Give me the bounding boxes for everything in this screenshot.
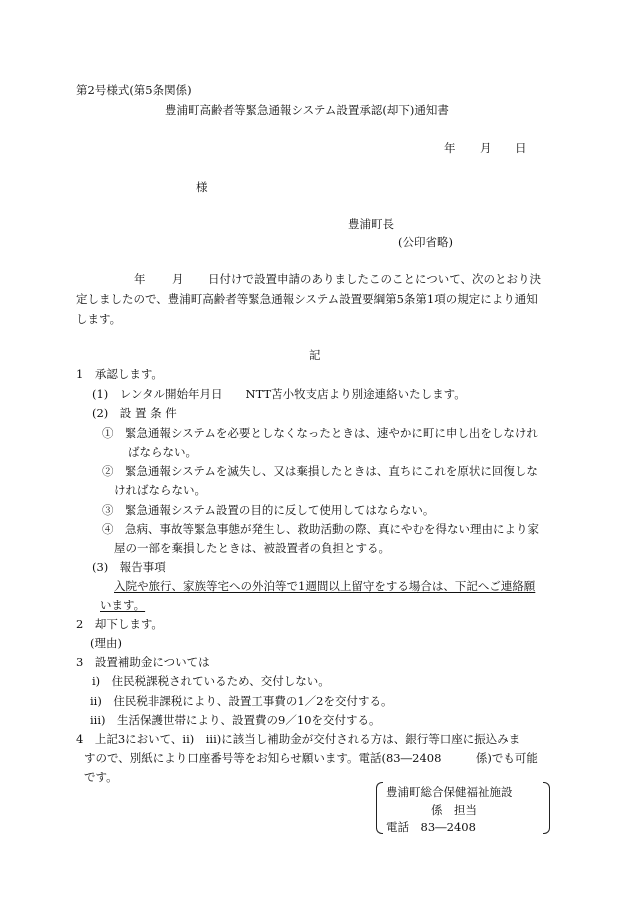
condition-4-line-b: 屋の一部を棄損したときは、被設置者の負担とする。 <box>114 541 390 555</box>
condition-1-line-b: ばならない。 <box>128 445 197 459</box>
section-4-line-c: です。 <box>84 770 118 784</box>
date-day-label: 日 <box>515 141 527 155</box>
seal-omitted-note: (公印省略) <box>398 235 453 249</box>
contact-box <box>376 782 550 834</box>
condition-1-line-a: ① 緊急通報システムを必要としなくなったときは、速やかに町に申し出をしなけれ <box>102 426 538 440</box>
date-month-label: 月 <box>480 141 492 155</box>
sender-name: 豊浦町長 <box>348 217 394 231</box>
right-bracket <box>543 782 550 834</box>
section-4-line-a: 4 上記3において、ii) iii)に該当し補助金が交付される方は、銀行等口座に振込みま <box>76 732 521 746</box>
section-1-3: (3) 報告事項 <box>92 560 166 574</box>
section-1-2: (2) 設 置 条 件 <box>92 406 177 420</box>
date-year-label: 年 <box>444 141 456 155</box>
contact-phone: 電話 83―2408 <box>386 820 476 834</box>
addressee-sama: 様 <box>196 180 208 194</box>
condition-2-line-b: ければならない。 <box>114 483 206 497</box>
subsidy-option-ii: ii) 住民税非課税により、設置工事費の1／2を交付する。 <box>90 694 393 708</box>
section-3-heading: 3 設置補助金については <box>76 655 210 669</box>
subsidy-option-iii: iii) 生活保護世帯により、設置費の9／10を交付する。 <box>90 713 381 727</box>
intro-line-1: 日付けで設置申請のありましたこのことについて、次のとおり決 <box>208 272 542 286</box>
intro-year: 年 <box>134 272 146 286</box>
left-bracket <box>376 782 383 834</box>
contact-staff: 係 担当 <box>431 803 477 817</box>
contact-organization: 豊浦町総合保健福祉施設 <box>386 785 513 799</box>
section-2-heading: 2 却下します。 <box>76 617 163 631</box>
subsidy-option-i: i) 住民税課税されているため、交付しない。 <box>92 674 330 688</box>
intro-month: 月 <box>172 272 184 286</box>
section-1-1: (1) レンタル開始年月日 NTT苫小牧支店より別途連絡いたします。 <box>92 387 466 401</box>
report-note-line-b: います。 <box>100 598 146 612</box>
intro-line-2: 定しましたので、豊浦町高齢者等緊急通報システム設置要綱第5条第1項の規定により通知 <box>76 292 538 306</box>
condition-3: ③ 緊急通報システム設置の目的に反して使用してはならない。 <box>102 503 435 517</box>
ki-heading: 記 <box>309 348 321 362</box>
section-2-reason-label: (理由) <box>90 636 122 650</box>
form-number: 第2号様式(第5条関係) <box>76 83 192 97</box>
document-title: 豊浦町高齢者等緊急通報システム設置承認(却下)通知書 <box>165 103 449 117</box>
section-4-line-b: すので、別紙により口座番号等をお知らせ願います。電話(83―2408 係)でも可能 <box>84 751 538 765</box>
intro-line-3: します。 <box>76 312 122 326</box>
report-note-line-a: 入院や旅行、家族等宅への外泊等で1週間以上留守をする場合は、下記へご連絡願 <box>114 579 536 593</box>
condition-2-line-a: ② 緊急通報システムを滅失し、又は棄損したときは、直ちにこれを原状に回復しな <box>102 464 538 478</box>
section-1-heading: 1 承認します。 <box>76 367 163 381</box>
condition-4-line-a: ④ 急病、事故等緊急事態が発生し、救助活動の際、真にやむを得ない理由により家 <box>102 522 539 536</box>
